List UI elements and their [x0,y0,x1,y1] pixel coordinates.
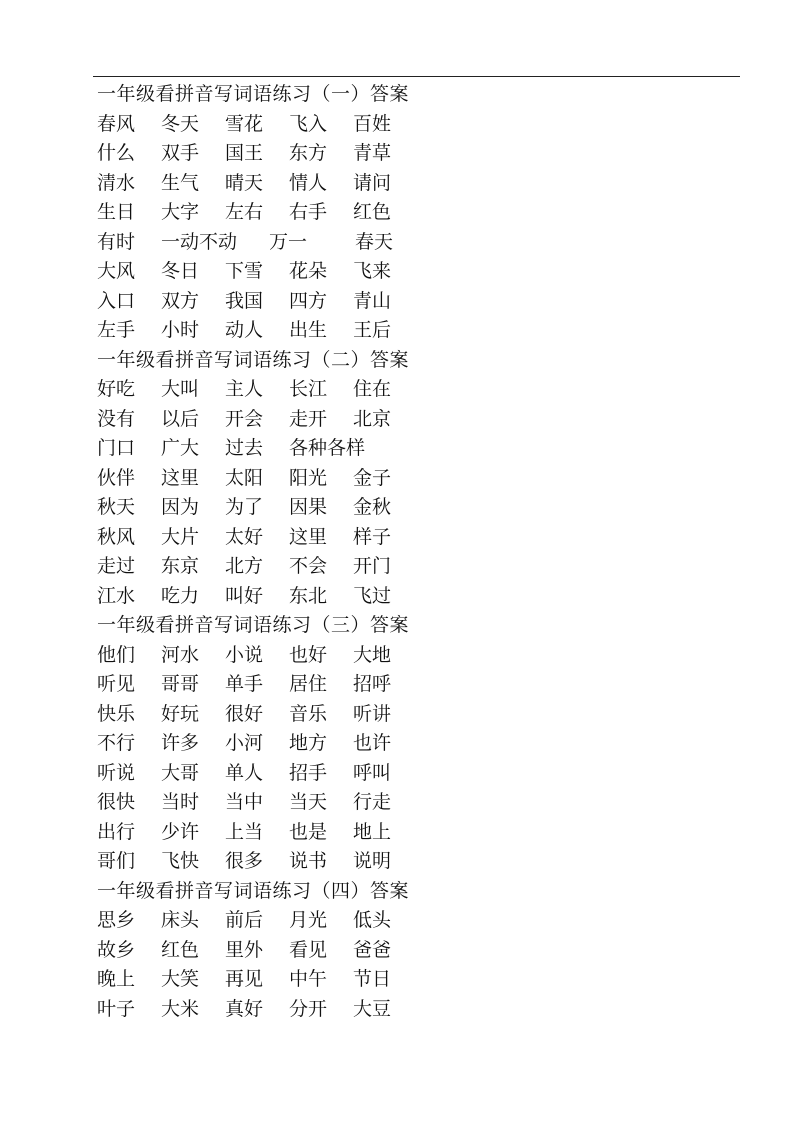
word-row [97,700,737,730]
word: 以后 [161,407,200,430]
section-2 [97,346,737,612]
word: 大字 [161,201,200,223]
word: 说书 [289,850,328,872]
word: 飞入 [289,112,328,135]
word-row [97,257,737,287]
word: 地方 [289,732,328,754]
word: 雪花 [225,112,264,135]
word: 上当 [225,820,264,843]
word-row [97,375,737,405]
word: 门口 [97,437,136,459]
word: 很快 [97,791,136,813]
word-row [97,788,737,818]
word-row [97,847,737,877]
word-row [97,523,737,553]
word: 单手 [225,673,264,695]
word: 晚上 [97,968,136,990]
word: 这里 [161,466,200,489]
word: 住在 [353,378,392,400]
word-row [97,936,737,966]
word: 这里 [289,525,328,548]
word: 低头 [353,909,392,931]
word: 许多 [161,732,200,754]
word: 阳光 [289,466,328,489]
word: 大哥 [161,761,200,784]
word: 国王 [225,142,264,164]
word: 开会 [225,407,264,430]
word: 入口 [97,289,136,312]
word-row [97,139,737,169]
word: 一动不动 [161,230,238,253]
word: 样子 [353,525,392,548]
word-row [97,287,737,317]
word: 青草 [353,142,392,164]
word: 百姓 [353,112,392,135]
word: 小河 [225,732,264,754]
word-row [97,641,737,671]
word: 很多 [225,850,264,872]
word: 情人 [289,171,328,194]
word: 生气 [161,171,200,194]
word: 什么 [97,142,136,164]
word: 大片 [161,525,200,548]
word: 爸爸 [353,938,392,961]
word: 长江 [289,378,328,400]
word-row [97,316,737,346]
word: 出生 [289,319,328,341]
word: 万一 [269,230,308,253]
word-row [97,906,737,936]
word: 晴天 [225,171,264,194]
word: 再见 [225,968,264,990]
word: 双方 [161,289,200,312]
word: 哥哥 [161,673,200,695]
word: 行走 [353,791,392,813]
word: 广大 [161,437,200,459]
word: 各种各样 [289,437,366,459]
word-row [97,995,737,1025]
word: 北方 [225,555,264,577]
section-1 [97,80,737,346]
word: 右手 [289,201,328,223]
word-row [97,228,737,258]
word: 太好 [225,525,264,548]
word: 春天 [355,230,394,253]
word-row [97,670,737,700]
word: 因果 [289,496,328,518]
section-title: 一年级看拼音写词语练习（一）答案 [97,83,410,105]
word: 快乐 [97,702,136,725]
section-3 [97,611,737,877]
word: 说明 [353,850,392,872]
word: 小说 [225,643,264,666]
word: 大笑 [161,968,200,990]
word: 走开 [289,407,328,430]
word-row [97,729,737,759]
word: 单人 [225,761,264,784]
word: 冬日 [161,260,200,282]
top-rule [93,76,740,77]
word: 因为 [161,496,200,518]
word: 很好 [225,702,264,725]
word: 太阳 [225,466,264,489]
word: 大风 [97,260,136,282]
word: 冬天 [161,112,200,135]
word: 王后 [353,319,392,341]
word: 前后 [225,909,264,931]
word: 春风 [97,112,136,135]
word: 有时 [97,230,136,253]
word: 没有 [97,407,136,430]
word: 河水 [161,643,200,666]
word: 招呼 [353,673,392,695]
word: 四方 [289,289,328,312]
word: 金秋 [353,496,392,518]
word: 月光 [289,909,328,931]
word: 少许 [161,820,200,843]
word: 节日 [353,968,392,990]
word: 当天 [289,791,328,813]
word: 不会 [289,555,328,577]
word: 分开 [289,997,328,1020]
word: 哥们 [97,850,136,872]
word: 左右 [225,201,264,223]
word: 听见 [97,673,136,695]
word: 呼叫 [353,761,392,784]
word: 飞快 [161,850,200,872]
word: 伙伴 [97,466,136,489]
word: 北京 [353,407,392,430]
word: 音乐 [289,702,328,725]
word-row [97,552,737,582]
word: 他们 [97,643,136,666]
word: 居住 [289,673,328,695]
section-4 [97,877,737,1025]
word: 秋天 [97,496,136,518]
word: 金子 [353,466,392,489]
word-row [97,405,737,435]
word-row [97,965,737,995]
word-row [97,582,737,612]
word: 主人 [225,378,264,400]
word: 思乡 [97,909,136,931]
word: 飞来 [353,260,392,282]
word: 我国 [225,289,264,312]
word: 吃力 [161,584,200,607]
word: 东方 [289,142,328,164]
word: 床头 [161,909,200,931]
word: 看见 [289,938,328,961]
word: 当中 [225,791,264,813]
word: 也许 [353,732,392,754]
word: 听说 [97,761,136,784]
word: 清水 [97,171,136,194]
word: 江水 [97,584,136,607]
word: 出行 [97,820,136,843]
word: 大豆 [353,997,392,1020]
word: 故乡 [97,938,136,961]
word: 里外 [225,938,264,961]
word: 叶子 [97,997,136,1020]
word-row [97,818,737,848]
word: 生日 [97,201,136,223]
word: 中午 [289,968,328,990]
word: 好吃 [97,378,136,400]
word: 也好 [289,643,328,666]
word: 开门 [353,555,392,577]
word: 叫好 [225,584,264,607]
word: 动人 [225,319,264,341]
word-row [97,434,737,464]
word: 真好 [225,997,264,1020]
word: 东北 [289,584,328,607]
word: 为了 [225,496,264,518]
word-row [97,198,737,228]
word: 青山 [353,289,392,312]
word-row [97,169,737,199]
word-row [97,110,737,140]
word: 大地 [353,643,392,666]
word: 大叫 [161,378,200,400]
word: 飞过 [353,584,392,607]
word: 左手 [97,319,136,341]
answer-sheet [97,80,737,1024]
word: 走过 [97,555,136,577]
word: 双手 [161,142,200,164]
section-title: 一年级看拼音写词语练习（四）答案 [97,879,410,902]
word: 也是 [289,820,328,843]
word: 不行 [97,732,136,754]
word: 请问 [353,171,392,194]
word-row [97,464,737,494]
word: 好玩 [161,702,200,725]
word: 红色 [161,938,200,961]
word: 当时 [161,791,200,813]
word: 过去 [225,437,264,459]
word: 东京 [161,555,200,577]
section-title: 一年级看拼音写词语练习（三）答案 [97,614,410,636]
section-title: 一年级看拼音写词语练习（二）答案 [97,348,410,371]
word: 秋风 [97,525,136,548]
word: 听讲 [353,702,392,725]
word-row [97,759,737,789]
word: 花朵 [289,260,328,282]
word: 下雪 [225,260,264,282]
word: 地上 [353,820,392,843]
word: 红色 [353,201,392,223]
word-row [97,493,737,523]
word: 招手 [289,761,328,784]
word: 大米 [161,997,200,1020]
word: 小时 [161,319,200,341]
